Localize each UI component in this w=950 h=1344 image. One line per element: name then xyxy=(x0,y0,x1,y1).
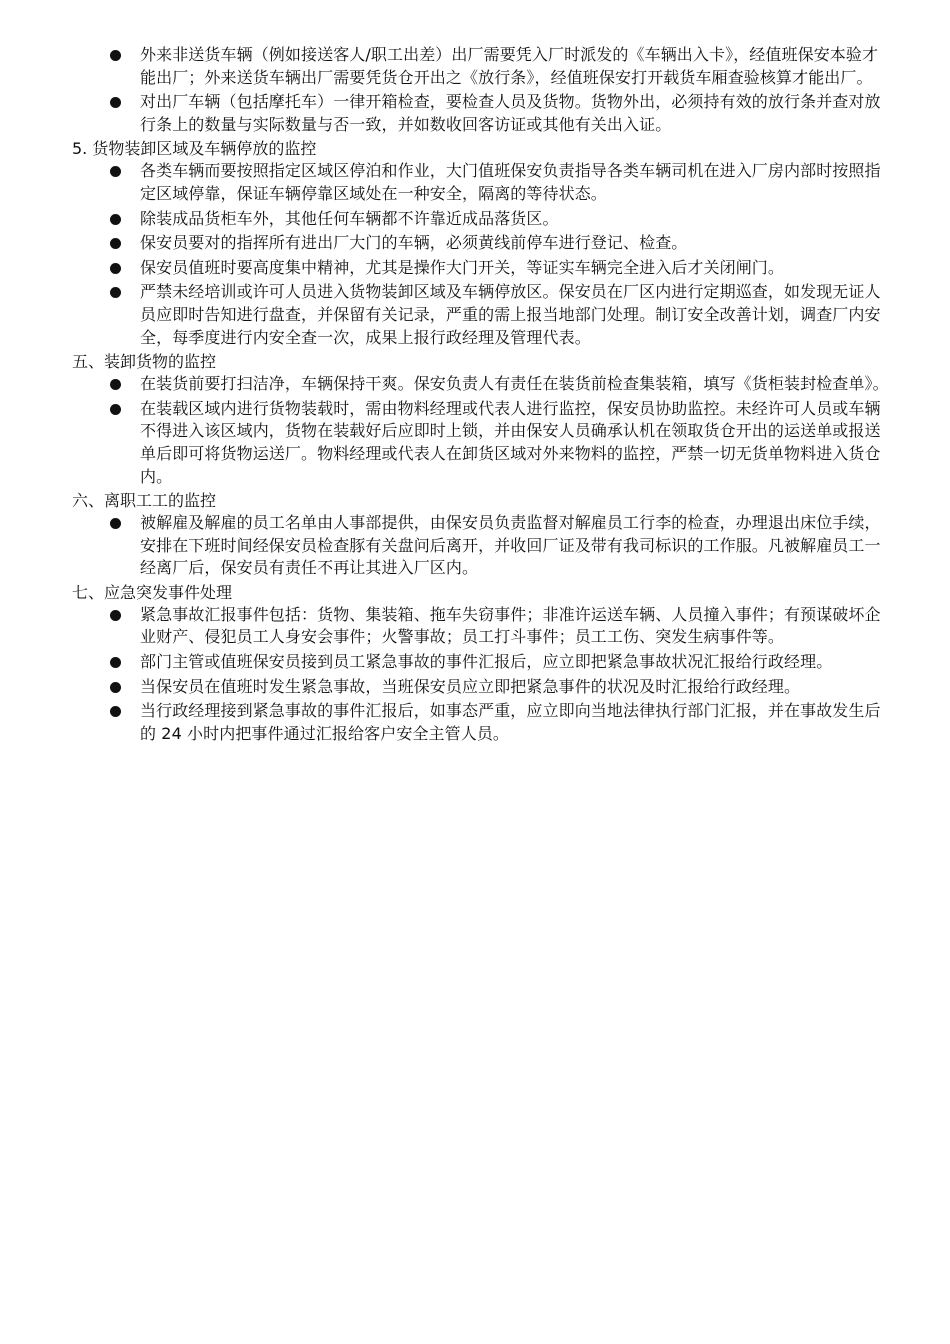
bullet-icon xyxy=(110,657,121,668)
bullet-icon xyxy=(110,50,121,61)
list-item-text: 严禁未经培训或许可人员进入货物装卸区域及车辆停放区。保安员在厂区内进行定期巡查，如发现无证人员应即时告知进行盘查，并保留有关记录，严重的需上报当地部门处理。制订安全改善计划，调查厂内安全，每季度进行内安全查一次，成果上报行政经理及管理代表。 xyxy=(140,282,881,347)
bullet-icon xyxy=(110,518,121,529)
list-item-text: 部门主管或值班保安员接到员工紧急事故的事件汇报后，应立即把紧急事故状况汇报给行政经理。 xyxy=(140,652,833,672)
document-page xyxy=(72,44,892,747)
bullet-icon xyxy=(110,97,121,108)
bullet-icon xyxy=(110,706,121,717)
bullet-icon xyxy=(110,214,121,225)
list-item-text: 被解雇及解雇的员工名单由人事部提供，由保安员负责监督对解雇员工行李的检查，办理退出床位手续，安排在下班时间经保安员检查豚有关盘问后离开，并收回厂证及带有我司标识的工作服。凡被解雇员工一经离厂后，保安员有责任不再让其进入厂区内。 xyxy=(140,513,881,578)
list-item-text: 保安员值班时要高度集中精神，尤其是操作大门开关，等证实车辆完全进入后才关闭闸门。 xyxy=(140,257,785,277)
list-item-text: 在装货前要打扫洁净，车辆保持干爽。保安负责人有责任在装货前检查集装箱，填写《货柜装封检查单》。 xyxy=(140,374,889,394)
bullet-list-cargo xyxy=(72,373,892,488)
list-item xyxy=(72,160,892,205)
list-item-text: 紧急事故汇报事件包括：货物、集装箱、拖车失窃事件；非准许运送车辆、人员撞入事件；有预谋破坏企业财产、侵犯员工人身安会事件；火警事故；员工打斗事件；员工工伤、突发生病事件等。 xyxy=(140,604,881,647)
bullet-list-loading-area xyxy=(72,160,892,349)
bullet-icon xyxy=(110,166,121,177)
list-item-text: 当保安员在值班时发生紧急事故，当班保安员应立即把紧急事件的状况及时汇报给行政经理。 xyxy=(140,676,801,696)
bullet-icon xyxy=(110,610,121,621)
section-heading-emergency: 七、应急突发事件处理 xyxy=(72,582,233,602)
section-heading-loading-area: 5. 货物装卸区域及车辆停放的监控 xyxy=(72,139,317,159)
list-item xyxy=(72,604,892,649)
bullet-icon xyxy=(110,404,121,415)
list-item xyxy=(72,398,892,488)
list-item-text: 在装载区域内进行货物装载时，需由物料经理或代表人进行监控，保安员协助监控。未经许可人员或车辆不得进入该区域内，货物在装载好后应即时上锁，并由保安人员确承认机在领取货仓开出的运送单或报送单后即可将货物运送厂。物料经理或代表人在卸货区域对外来物料的监控，严禁一切无货单物料进入货仓内。 xyxy=(140,398,881,486)
list-item xyxy=(72,651,892,674)
list-item xyxy=(72,281,892,349)
list-item xyxy=(72,91,892,136)
list-item xyxy=(72,232,892,255)
list-item-text: 保安员要对的指挥所有进出厂大门的车辆，必须黄线前停车进行登记、检查。 xyxy=(140,233,688,253)
bullet-icon xyxy=(110,238,121,249)
list-item xyxy=(72,700,892,745)
section-heading-departing-staff: 六、离职工工的监控 xyxy=(72,491,217,511)
list-item-text: 对出厂车辆（包括摩托车）一律开箱检查，要检查人员及货物。货物外出，必须持有效的放行条并查对放行条上的数量与实际数量与否一致，并如数收回客访证或其他有关出入证。 xyxy=(140,92,881,134)
list-item-text: 外来非送货车辆（例如接送客人/职工出差）出厂需要凭入厂时派发的《车辆出入卡》，经值班保安本验才能出厂；外来送货车辆出厂需要凭货仓开出之《放行条》，经值班保安打开载货车厢查验核算才能出厂。 xyxy=(140,45,879,87)
list-item xyxy=(72,512,892,580)
list-item xyxy=(72,257,892,280)
bullet-list-intro xyxy=(72,44,892,136)
bullet-list-emergency xyxy=(72,604,892,746)
bullet-icon xyxy=(110,263,121,274)
list-item-text: 当行政经理接到紧急事故的事件汇报后，如事态严重，应立即向当地法律执行部门汇报，并在事故发生后的 24 小时内把事件通过汇报给客户安全主管人员。 xyxy=(140,701,881,743)
bullet-icon xyxy=(110,379,121,390)
list-item xyxy=(72,373,892,396)
list-item-text: 除装成品货柜车外，其他任何车辆都不许靠近成品落货区。 xyxy=(140,208,559,228)
list-item xyxy=(72,676,892,699)
bullet-list-departing-staff xyxy=(72,512,892,580)
bullet-icon xyxy=(110,682,121,693)
section-heading-cargo: 五、装卸货物的监控 xyxy=(72,352,217,372)
bullet-icon xyxy=(110,287,121,298)
list-item xyxy=(72,44,892,89)
list-item xyxy=(72,208,892,231)
list-item-text: 各类车辆而要按照指定区域区停泊和作业，大门值班保安负责指导各类车辆司机在进入厂房内部时按照指定区域停靠，保证车辆停靠区域处在一种安全，隔离的等待状态。 xyxy=(140,161,881,203)
